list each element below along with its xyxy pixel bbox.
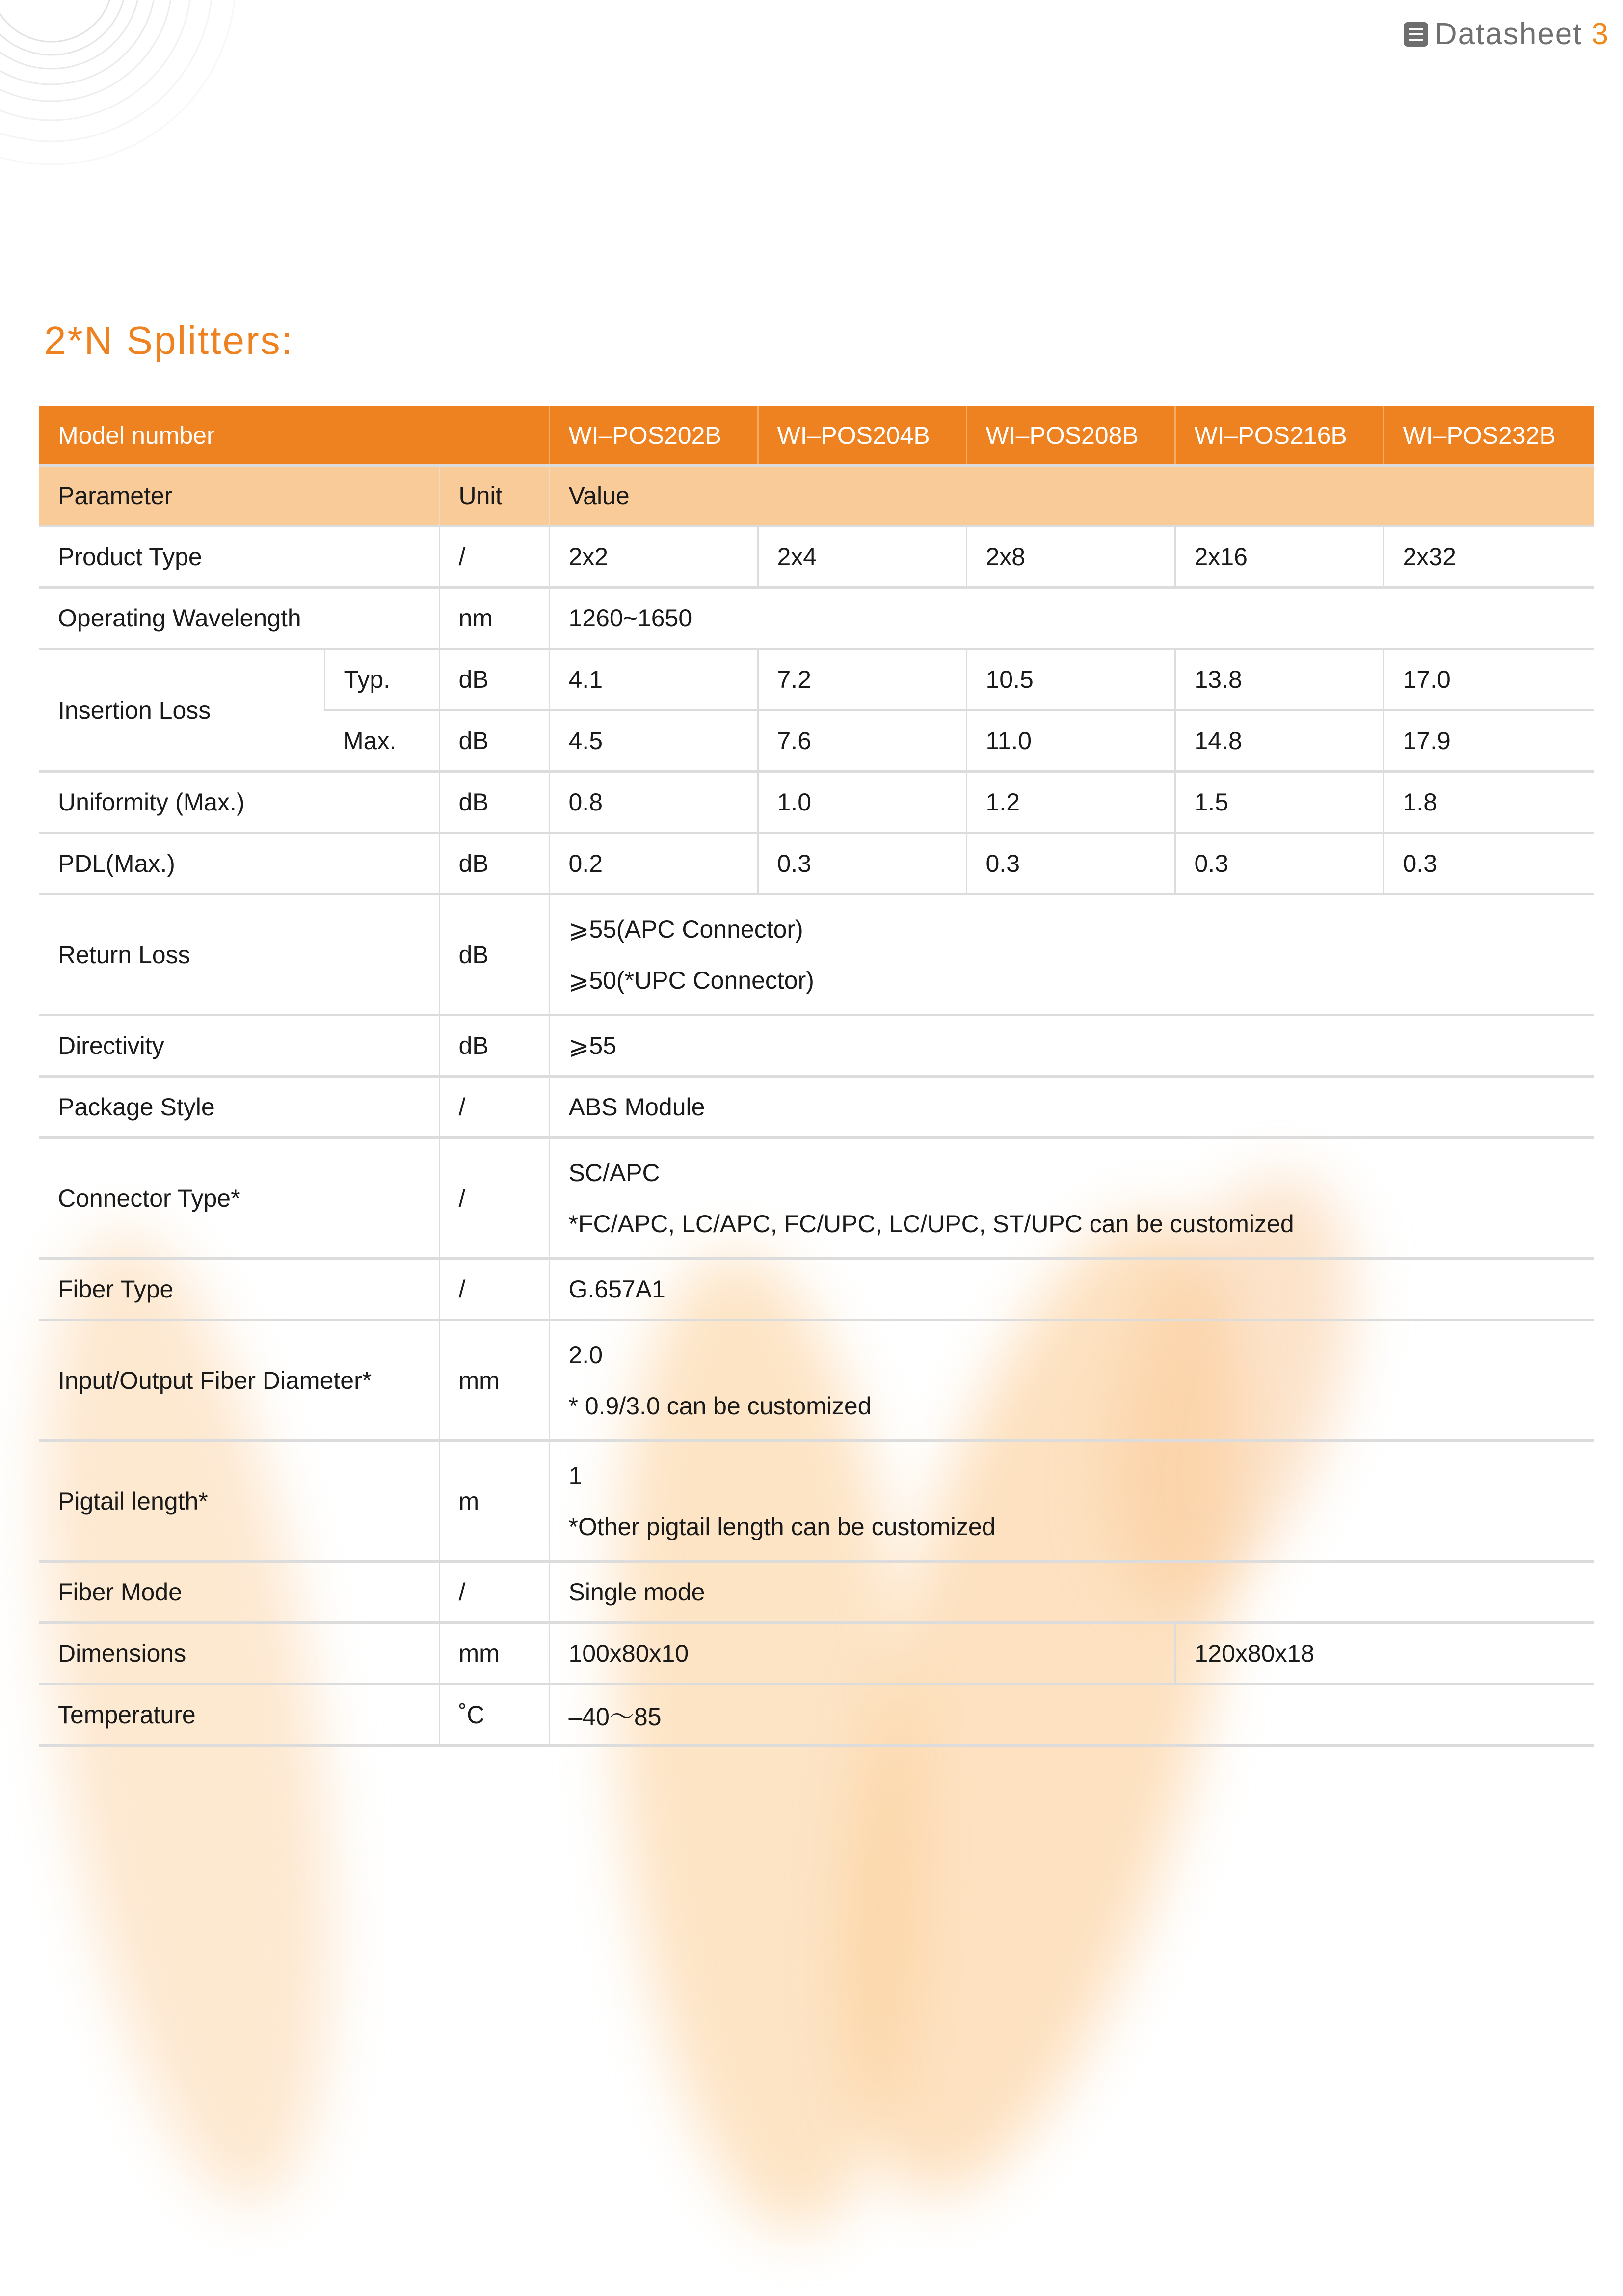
row-unit: dB xyxy=(439,833,549,894)
value-cell: 0.8 xyxy=(549,772,758,833)
value-cell: –40～85 xyxy=(549,1684,1594,1746)
model-cell: WI–POS202B xyxy=(549,406,758,466)
spec-table xyxy=(39,406,1594,1747)
parameter-header: Parameter xyxy=(39,466,439,526)
row-label: Fiber Mode xyxy=(39,1562,439,1623)
value-cell xyxy=(549,1138,1594,1259)
page-header xyxy=(1404,17,1608,52)
row-label: Product Type xyxy=(39,526,439,588)
value-cell: 7.2 xyxy=(758,649,966,710)
row-unit: / xyxy=(439,526,549,588)
value-cell: 2x4 xyxy=(758,526,966,588)
unit-header: Unit xyxy=(439,466,549,526)
value-cell: 0.3 xyxy=(1175,833,1384,894)
row-unit: dB xyxy=(439,894,549,1015)
table-row xyxy=(39,1320,1594,1441)
row-unit: dB xyxy=(439,772,549,833)
table-row xyxy=(39,1259,1594,1320)
value-cell: 13.8 xyxy=(1175,649,1384,710)
row-label: PDL(Max.) xyxy=(39,833,439,894)
value-cell: 100x80x10 xyxy=(549,1623,1175,1684)
model-cell: WI–POS232B xyxy=(1384,406,1594,466)
value-cell: G.657A1 xyxy=(549,1259,1594,1320)
row-unit: m xyxy=(439,1441,549,1562)
row-label: Return Loss xyxy=(39,894,439,1015)
value-line: SC/APC xyxy=(568,1159,660,1187)
value-cell: 2x32 xyxy=(1384,526,1594,588)
section-title: 2*N Splitters: xyxy=(44,319,294,362)
value-cell: Single mode xyxy=(549,1562,1594,1623)
row-label: Input/Output Fiber Diameter* xyxy=(39,1320,439,1441)
row-unit: dB xyxy=(439,649,549,710)
row-sublabel: Max. xyxy=(324,710,439,772)
header-label: Datasheet xyxy=(1435,17,1583,51)
value-cell: 2x16 xyxy=(1175,526,1384,588)
table-row xyxy=(39,772,1594,833)
row-label: Package Style xyxy=(39,1077,439,1138)
value-cell: 1.8 xyxy=(1384,772,1594,833)
table-row xyxy=(39,649,1594,710)
value-line: * 0.9/3.0 can be customized xyxy=(568,1392,872,1420)
row-label: Temperature xyxy=(39,1684,439,1746)
row-unit: mm xyxy=(439,1320,549,1441)
value-line: ⩾55(APC Connector) xyxy=(568,915,803,943)
table-row xyxy=(39,1441,1594,1562)
model-number-row xyxy=(39,406,1594,466)
value-cell: 11.0 xyxy=(966,710,1175,772)
value-cell xyxy=(549,894,1594,1015)
value-cell: 0.2 xyxy=(549,833,758,894)
table-row xyxy=(39,1138,1594,1259)
parameter-header-row xyxy=(39,466,1594,526)
value-cell: 0.3 xyxy=(1384,833,1594,894)
row-unit: / xyxy=(439,1562,549,1623)
table-row xyxy=(39,894,1594,1015)
table-row xyxy=(39,526,1594,588)
value-cell: 0.3 xyxy=(966,833,1175,894)
row-unit: / xyxy=(439,1259,549,1320)
value-cell: 1.0 xyxy=(758,772,966,833)
table-row xyxy=(39,1015,1594,1077)
value-cell: 1260~1650 xyxy=(549,588,1594,649)
row-unit: dB xyxy=(439,710,549,772)
row-unit: / xyxy=(439,1138,549,1259)
value-cell: 10.5 xyxy=(966,649,1175,710)
value-cell: 2x2 xyxy=(549,526,758,588)
row-unit: mm xyxy=(439,1623,549,1684)
table-row xyxy=(39,1623,1594,1684)
value-cell: 7.6 xyxy=(758,710,966,772)
value-cell: 0.3 xyxy=(758,833,966,894)
value-cell: 17.0 xyxy=(1384,649,1594,710)
row-label: Insertion Loss xyxy=(39,649,324,772)
table-row xyxy=(39,1684,1594,1746)
row-label: Connector Type* xyxy=(39,1138,439,1259)
value-cell: 4.1 xyxy=(549,649,758,710)
document-list-icon xyxy=(1404,22,1428,47)
value-header: Value xyxy=(549,466,1594,526)
row-unit: nm xyxy=(439,588,549,649)
row-unit: dB xyxy=(439,1015,549,1077)
row-label: Uniformity (Max.) xyxy=(39,772,439,833)
table-row xyxy=(39,833,1594,894)
row-sublabel: Typ. xyxy=(324,649,439,710)
page-number: 3 xyxy=(1591,17,1608,51)
decorative-arcs xyxy=(0,0,344,172)
row-unit: ˚C xyxy=(439,1684,549,1746)
row-label: Operating Wavelength xyxy=(39,588,439,649)
value-cell: 14.8 xyxy=(1175,710,1384,772)
model-cell: WI–POS216B xyxy=(1175,406,1384,466)
value-cell: 1.2 xyxy=(966,772,1175,833)
value-line: *FC/APC, LC/APC, FC/UPC, LC/UPC, ST/UPC can be customized xyxy=(568,1210,1294,1238)
value-cell: ABS Module xyxy=(549,1077,1594,1138)
value-line: *Other pigtail length can be customized xyxy=(568,1513,996,1540)
table-row xyxy=(39,1562,1594,1623)
table-row xyxy=(39,588,1594,649)
value-cell: 120x80x18 xyxy=(1175,1623,1594,1684)
value-line: 2.0 xyxy=(568,1341,603,1369)
row-label: Pigtail length* xyxy=(39,1441,439,1562)
value-cell xyxy=(549,1441,1594,1562)
value-cell: 1.5 xyxy=(1175,772,1384,833)
row-label: Fiber Type xyxy=(39,1259,439,1320)
value-cell: 2x8 xyxy=(966,526,1175,588)
value-cell: 4.5 xyxy=(549,710,758,772)
table-row xyxy=(39,1077,1594,1138)
row-label: Dimensions xyxy=(39,1623,439,1684)
value-line: ⩾50(*UPC Connector) xyxy=(568,966,814,994)
value-line: 1 xyxy=(568,1461,583,1489)
model-number-label: Model number xyxy=(39,406,549,466)
value-cell: ⩾55 xyxy=(549,1015,1594,1077)
value-cell xyxy=(549,1320,1594,1441)
model-cell: WI–POS208B xyxy=(966,406,1175,466)
value-cell: 17.9 xyxy=(1384,710,1594,772)
row-label: Directivity xyxy=(39,1015,439,1077)
model-cell: WI–POS204B xyxy=(758,406,966,466)
row-unit: / xyxy=(439,1077,549,1138)
